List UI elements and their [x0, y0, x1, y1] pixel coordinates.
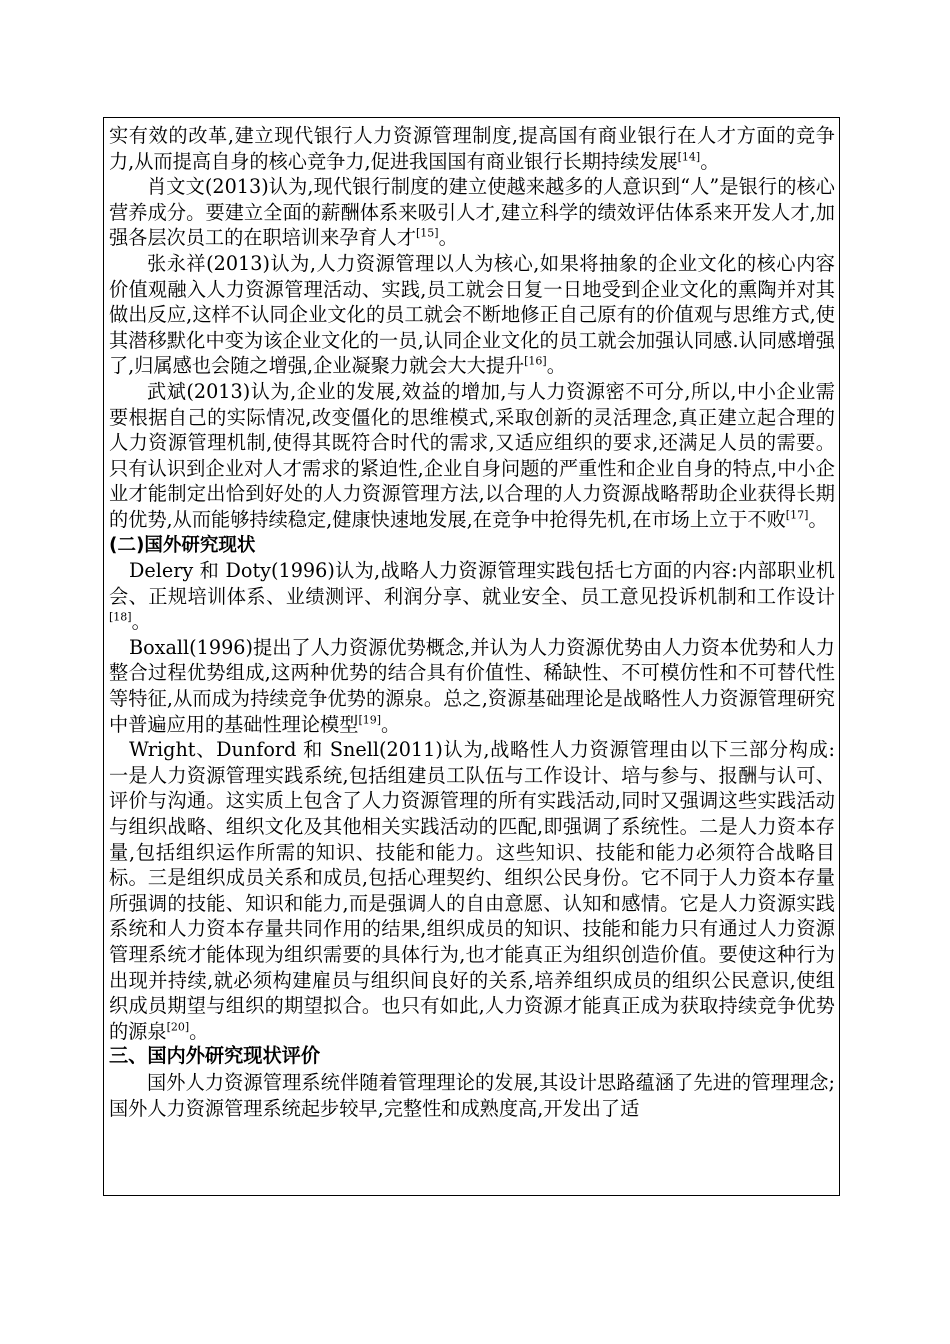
paragraph-f2: [109, 635, 835, 737]
paragraph-tail: 。: [546, 354, 566, 378]
paragraph-tail: 。: [131, 610, 151, 634]
paragraph-text: 张永祥(2013)认为,人力资源管理以人为核心,如果将抽象的企业文化的核心内容价值观融入人力资源管理活动、实践,员工就会日复一日地受到企业文化的熏陶并对其做出反应,这样不认同企业文化的员工就会不断地修正自己原有的价值观与思维方式,使其潜移默化中变为该企业文化的一员,认同企业文化的员工就会加强认同感.认同感增强了,归属感也会随之增强,企业凝聚力就会大大提升: [109, 251, 835, 378]
citation: [17]: [785, 508, 809, 522]
paragraph-text: Wright、Dunford 和 Snell(2011)认为,战略性人力资源管理由以下三部分构成:一是人力资源管理实践系统,包括组建员工队伍与工作设计、培与参与、报酬与认可、评价与沟通。这实质上包含了人力资源管理的所有实践活动,同时又强调这些实践活动与组织战略、组织文化及其他相关实践活动的匹配,即强调了系统性。二是人力资本存量,包括组织运作所需的知识、技能和能力。这些知识、技能和能力必须符合战略目标。三是组织成员关系和成员,包括心理契约、组织公民身份。它不同于人力资本存量所强调的技能、知识和能力,而是强调人的自由意愿、认知和感情。它是人力资源实践系统和人力资本存量共同作用的结果,组织成员的知识、技能和能力只有通过人力资源管理系统才能体现为组织需要的具体行为,也才能真正为组织创造价值。要使这种行为出现并持续,就必须构建雇员与组织间良好的关系,培养组织成员的组织公民意识,使组织成员期望与组织的期望拟合。也只有如此,人力资源才能真正成为获取持续竞争优势的源泉: [109, 738, 835, 1043]
citation: [18]: [109, 610, 132, 624]
paragraph-p2: [109, 174, 835, 251]
paragraph-tail: 。: [808, 507, 828, 531]
paragraph-tail: 。: [189, 1019, 209, 1043]
section-heading-foreign: (二)国外研究现状: [109, 534, 256, 556]
paragraph-p3: [109, 251, 835, 379]
paragraph-tail: 。: [381, 712, 401, 736]
paragraph-p4: [109, 379, 835, 533]
document-body: [103, 117, 840, 1196]
citation: [20]: [166, 1020, 190, 1034]
paragraph-text: 肖文文(2013)认为,现代银行制度的建立使越来越多的人意识到“人”是银行的核心营养成分。要建立全面的薪酬体系来吸引人才,建立科学的绩效评估体系来开发人才,加强各层次员工的在职培训来孕育人才: [109, 175, 835, 250]
paragraph-text: 武斌(2013)认为,企业的发展,效益的增加,与人力资源密不可分,所以,中小企业需要根据自己的实际情况,改变僵化的思维模式,采取创新的灵活理念,真正建立起合理的人力资源管理机制,使得其既符合时代的需求,又适应组织的要求,还满足人员的需要。只有认识到企业对人才需求的紧迫性,企业自身问题的严重性和企业自身的特点,中小企业才能制定出恰到好处的人力资源管理方法,以合理的人力资源战略帮助企业获得长期的优势,从而能够持续稳定,健康快速地发展,在竞争中抢得先机,在市场上立于不败: [109, 379, 835, 531]
paragraph-tail: 。: [438, 226, 458, 250]
paragraph-review: 国外人力资源管理系统伴随着管理理论的发展,其设计思路蕴涵了先进的管理理念;国外人力资源管理系统起步较早,完整性和成熟度高,开发出了适: [109, 1070, 835, 1120]
section-heading-review: 三、国内外研究现状评价: [109, 1046, 321, 1068]
paragraph-p1: [109, 123, 835, 174]
citation: [14]: [677, 150, 701, 164]
paragraph-f3: [109, 737, 835, 1044]
paragraph-tail: 。: [700, 149, 720, 173]
paragraph-text: Boxall(1996)提出了人力资源优势概念,并认为人力资源优势由人力资本优势和人力整合过程优势组成,这两种优势的结合具有价值性、稀缺性、不可模仿性和不可替代性等特征,从而成为持续竞争优势的源泉。总之,资源基础理论是战略性人力资源管理研究中普遍应用的基础性理论模型: [109, 635, 835, 736]
paragraph-f1: [109, 558, 835, 635]
citation: [16]: [524, 354, 547, 368]
citation: [19]: [358, 713, 382, 727]
paragraph-text: Delery 和 Doty(1996)认为,战略人力资源管理实践包括七方面的内容:内部职业机会、正规培训体系、业绩测评、利润分享、就业安全、员工意见投诉机制和工作设计: [109, 559, 835, 608]
citation: [15]: [416, 226, 439, 240]
paragraph-text: 实有效的改革,建立现代银行人力资源管理制度,提高国有商业银行在人才方面的竞争力,从而提高自身的核心竞争力,促进我国国有商业银行长期持续发展: [109, 124, 835, 173]
